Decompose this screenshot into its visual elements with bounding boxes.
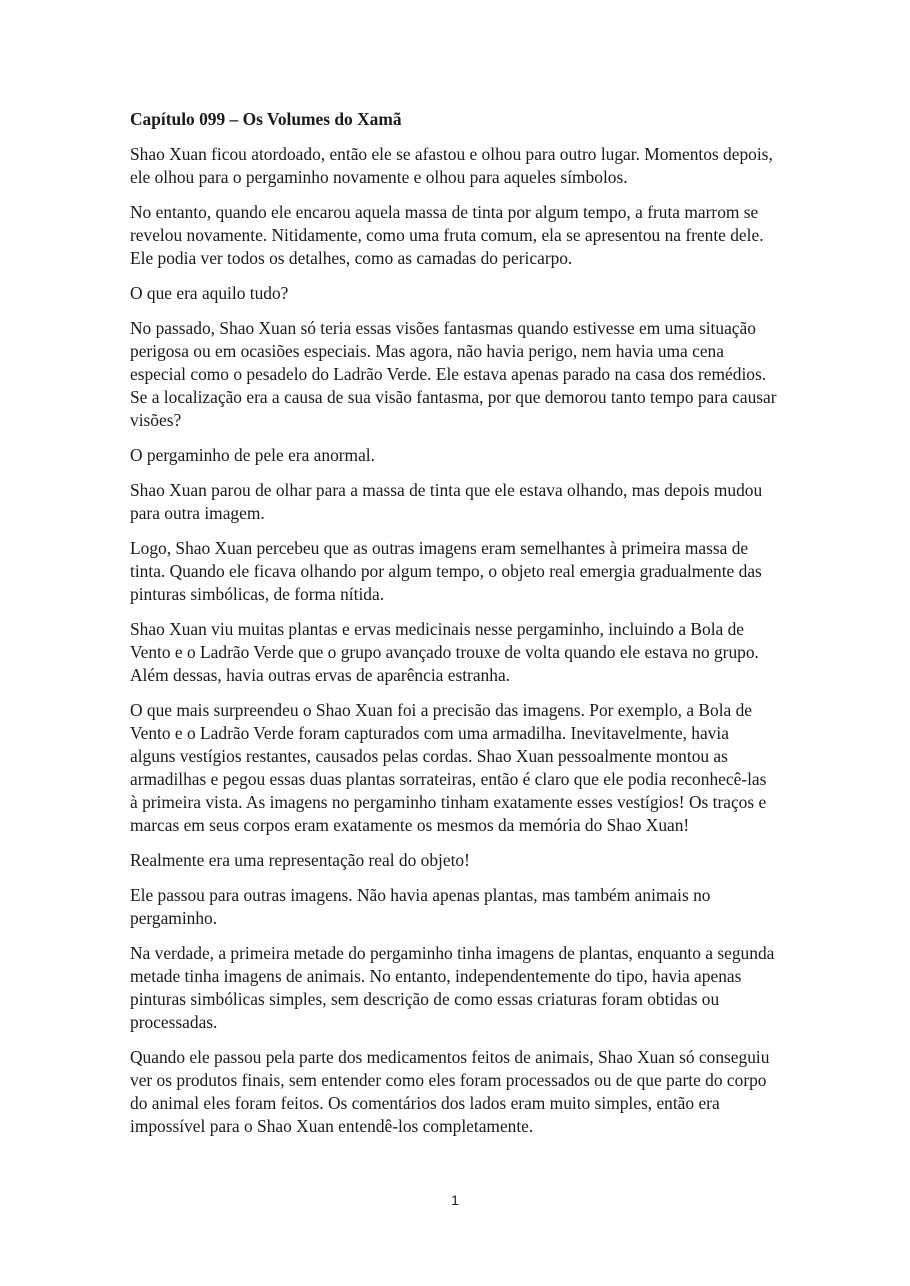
paragraph: O que era aquilo tudo?	[130, 283, 289, 303]
paragraph: Shao Xuan viu muitas plantas e ervas medicinais nesse pergaminho, incluindo a Bola de Vento e o Ladrão Verde que o grupo avançado trouxe de volta quando ele estava no grupo. Além dessas, havia outras ervas de aparência estranha.	[130, 619, 759, 685]
paragraph: No passado, Shao Xuan só teria essas visões fantasmas quando estivesse em uma situação perigosa ou em ocasiões especiais. Mas agora, não havia perigo, nem havia uma cena especial como o pesadelo do Ladrão Verde. Ele estava apenas parado na casa dos remédios. Se a localização era a causa de sua visão fantasma, por que demorou tanto tempo para causar visões?	[130, 318, 777, 430]
paragraph: Ele passou para outras imagens. Não havia apenas plantas, mas também animais no pergaminho.	[130, 885, 711, 928]
paragraph: No entanto, quando ele encarou aquela massa de tinta por algum tempo, a fruta marrom se revelou novamente. Nitidamente, como uma fruta comum, ela se apresentou na frente dele. Ele podia ver todos os detalhes, como as camadas do pericarpo.	[130, 202, 764, 268]
page-number: 1	[451, 1192, 459, 1208]
chapter-body	[130, 143, 778, 1138]
paragraph: O que mais surpreendeu o Shao Xuan foi a precisão das imagens. Por exemplo, a Bola de Vento e o Ladrão Verde foram capturados com uma armadilha. Inevitavelmente, havia alguns vestígios restantes, causados pelas cordas. Shao Xuan pessoalmente montou as armadilhas e pegou essas duas plantas sorrateiras, então é claro que ele podia reconhecê-las à primeira vista. As imagens no pergaminho tinham exatamente esses vestígios! Os traços e marcas em seus corpos eram exatamente os mesmos da memória do Shao Xuan!	[130, 700, 767, 835]
paragraph: Shao Xuan ficou atordoado, então ele se afastou e olhou para outro lugar. Momentos depois, ele olhou para o pergaminho novamente e olhou para aqueles símbolos.	[130, 144, 773, 187]
paragraph: Logo, Shao Xuan percebeu que as outras imagens eram semelhantes à primeira massa de tinta. Quando ele ficava olhando por algum tempo, o objeto real emergia gradualmente das pinturas simbólicas, de forma nítida.	[130, 538, 762, 604]
paragraph: Shao Xuan parou de olhar para a massa de tinta que ele estava olhando, mas depois mudou para outra imagem.	[130, 480, 763, 523]
paragraph: Realmente era uma representação real do objeto!	[130, 850, 470, 870]
paragraph: Na verdade, a primeira metade do pergaminho tinha imagens de plantas, enquanto a segunda metade tinha imagens de animais. No entanto, independentemente do tipo, havia apenas pinturas simbólicas simples, sem descrição de como essas criaturas foram obtidas ou processadas.	[130, 943, 775, 1032]
paragraph: O pergaminho de pele era anormal.	[130, 445, 375, 465]
paragraph: Quando ele passou pela parte dos medicamentos feitos de animais, Shao Xuan só conseguiu ver os produtos finais, sem entender como eles foram processados ou de que parte do corpo do animal eles foram feitos. Os comentários dos lados eram muito simples, então era impossível para o Shao Xuan entendê-los completamente.	[130, 1047, 770, 1136]
chapter-title: Capítulo 099 – Os Volumes do Xamã	[130, 109, 402, 129]
